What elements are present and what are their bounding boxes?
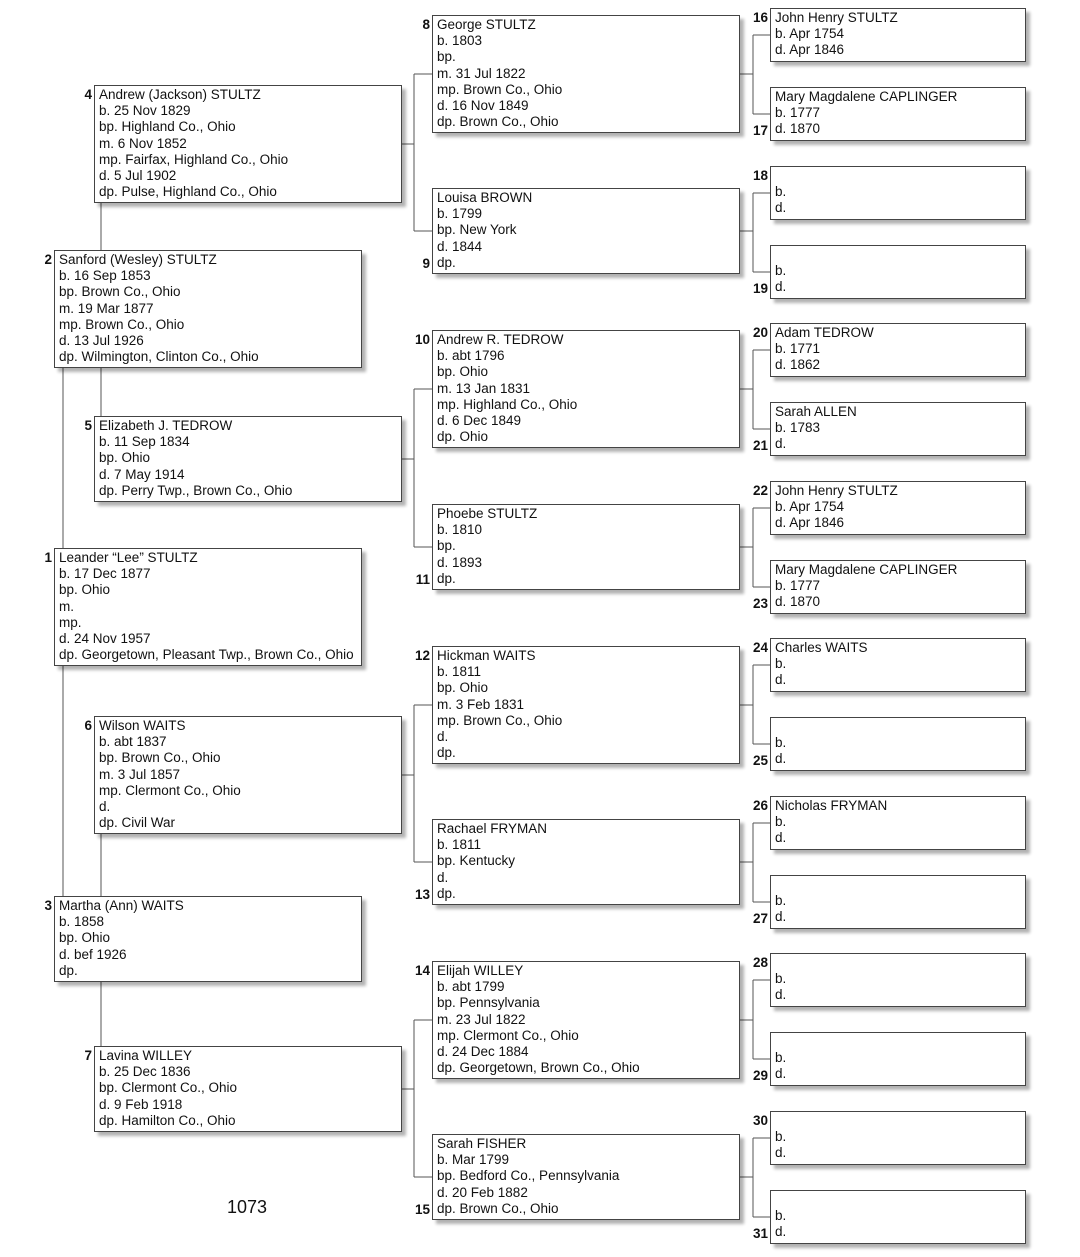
person-fact: dp. Georgetown, Pleasant Twp., Brown Co., Ohio xyxy=(59,647,354,663)
person-details xyxy=(775,483,898,532)
person-fact: m. 31 Jul 1822 xyxy=(437,65,526,81)
person-fact: d. 1870 xyxy=(775,121,821,137)
person-fact: b. abt 1799 xyxy=(437,979,505,995)
person-fact: dp. Brown Co., Ohio xyxy=(437,1200,559,1216)
person-details xyxy=(775,1192,786,1241)
person-details xyxy=(775,247,786,296)
person-number: 12 xyxy=(414,648,430,663)
person-fact: b. 16 Sep 1853 xyxy=(59,268,151,284)
person-name xyxy=(775,1034,786,1050)
person-details xyxy=(99,718,241,831)
person-details xyxy=(437,963,640,1076)
person-fact: b. 1811 xyxy=(437,837,482,853)
person-box-16 xyxy=(770,8,1026,62)
person-fact: d. xyxy=(775,1145,787,1161)
person-fact: bp. Ohio xyxy=(59,582,111,598)
person-number: 3 xyxy=(44,898,52,913)
person-fact: b. Apr 1754 xyxy=(775,26,845,42)
person-fact: b. xyxy=(775,263,787,279)
person-fact: b. xyxy=(775,656,787,672)
person-fact: bp. Ohio xyxy=(437,364,489,380)
person-name: Rachael FRYMAN xyxy=(437,821,548,836)
person-box-26 xyxy=(770,796,1026,850)
person-fact: dp. Brown Co., Ohio xyxy=(437,114,559,130)
person-details xyxy=(99,418,292,499)
person-name: Charles WAITS xyxy=(775,640,868,655)
person-box-12 xyxy=(432,646,740,764)
person-fact: d. xyxy=(437,869,449,885)
person-fact: m. 23 Jul 1822 xyxy=(437,1011,526,1027)
person-fact: dp. xyxy=(437,885,456,901)
person-fact: d. xyxy=(775,200,787,216)
person-name: George STULTZ xyxy=(437,17,536,32)
person-details xyxy=(59,550,354,663)
person-fact: m. xyxy=(59,598,74,614)
person-fact: b. 1799 xyxy=(437,206,483,222)
person-fact: d. 5 Jul 1902 xyxy=(99,168,177,184)
person-fact: dp. Perry Twp., Brown Co., Ohio xyxy=(99,482,293,498)
person-fact: d. 16 Nov 1849 xyxy=(437,98,529,114)
person-fact: b. Mar 1799 xyxy=(437,1152,510,1168)
person-fact: bp. Pennsylvania xyxy=(437,995,540,1011)
person-fact: mp. Clermont Co., Ohio xyxy=(99,782,241,798)
person-fact: d. Apr 1846 xyxy=(775,42,845,58)
person-box-14 xyxy=(432,961,740,1079)
person-box-25 xyxy=(770,717,1026,771)
person-number: 19 xyxy=(752,281,768,296)
person-box-30 xyxy=(770,1111,1026,1165)
person-fact: bp. xyxy=(437,538,456,554)
person-box-18 xyxy=(770,166,1026,220)
person-fact: d. xyxy=(775,987,787,1003)
person-number: 28 xyxy=(752,955,768,970)
person-fact: b. abt 1796 xyxy=(437,348,505,364)
person-fact: mp. Brown Co., Ohio xyxy=(59,316,185,332)
person-name xyxy=(775,168,786,184)
person-fact: bp. Highland Co., Ohio xyxy=(99,119,236,135)
person-details xyxy=(437,17,562,130)
person-fact: b. xyxy=(775,971,787,987)
person-number: 8 xyxy=(422,17,430,32)
person-fact: m. 3 Jul 1857 xyxy=(99,766,181,782)
person-name: Mary Magdalene CAPLINGER xyxy=(775,562,958,577)
person-name: Sarah ALLEN xyxy=(775,404,857,419)
person-name: Andrew (Jackson) STULTZ xyxy=(99,87,261,102)
person-box-13 xyxy=(432,819,740,905)
person-details xyxy=(99,87,288,200)
person-box-19 xyxy=(770,245,1026,299)
person-fact: b. 17 Dec 1877 xyxy=(59,566,151,582)
person-details xyxy=(437,648,562,761)
person-box-27 xyxy=(770,875,1026,929)
person-fact: b. 1811 xyxy=(437,664,482,680)
person-fact: m. 13 Jan 1831 xyxy=(437,380,531,396)
person-name: Elijah WILLEY xyxy=(437,963,524,978)
person-fact: m. 6 Nov 1852 xyxy=(99,135,187,151)
person-fact: m. 19 Mar 1877 xyxy=(59,300,154,316)
person-fact: dp. Georgetown, Brown Co., Ohio xyxy=(437,1060,640,1076)
person-box-17 xyxy=(770,87,1026,141)
person-box-4 xyxy=(94,85,402,203)
person-fact: b. 25 Dec 1836 xyxy=(99,1064,191,1080)
person-details xyxy=(775,168,786,217)
person-number: 31 xyxy=(752,1226,768,1241)
person-fact: dp. Civil War xyxy=(99,815,176,831)
person-details xyxy=(775,1113,786,1162)
person-fact: d. 9 Feb 1918 xyxy=(99,1096,183,1112)
person-fact: d. xyxy=(99,799,111,815)
person-box-7 xyxy=(94,1046,402,1132)
person-name: Wilson WAITS xyxy=(99,718,186,733)
person-fact: d. xyxy=(437,729,449,745)
person-number: 14 xyxy=(414,963,430,978)
person-fact: b. 1777 xyxy=(775,105,821,121)
person-number: 20 xyxy=(752,325,768,340)
person-fact: bp. Ohio xyxy=(59,930,111,946)
person-fact: d. 1844 xyxy=(437,238,483,254)
person-fact: mp. Brown Co., Ohio xyxy=(437,712,563,728)
person-details xyxy=(775,798,887,847)
person-fact: d. xyxy=(775,279,787,295)
person-box-28 xyxy=(770,953,1026,1007)
person-name: Elizabeth J. TEDROW xyxy=(99,418,233,433)
person-fact: dp. xyxy=(437,254,456,270)
person-details xyxy=(775,89,957,138)
person-details xyxy=(775,1034,786,1083)
person-number: 10 xyxy=(414,332,430,347)
person-name: Phoebe STULTZ xyxy=(437,506,538,521)
person-fact: d. 24 Nov 1957 xyxy=(59,631,151,647)
person-fact: mp. Highland Co., Ohio xyxy=(437,396,578,412)
person-fact: dp. xyxy=(59,962,78,978)
person-box-6 xyxy=(94,716,402,834)
person-box-2 xyxy=(54,250,362,368)
person-fact: d. 6 Dec 1849 xyxy=(437,413,522,429)
person-name: Leander “Lee” STULTZ xyxy=(59,550,198,565)
person-details xyxy=(775,955,786,1004)
person-name: Lavina WILLEY xyxy=(99,1048,193,1063)
person-name: John Henry STULTZ xyxy=(775,10,898,25)
person-name xyxy=(775,1192,786,1208)
person-number: 29 xyxy=(752,1068,768,1083)
person-number: 9 xyxy=(422,256,430,271)
person-number: 1 xyxy=(44,550,52,565)
person-box-23 xyxy=(770,560,1026,614)
person-details xyxy=(437,332,577,445)
person-fact: dp. Pulse, Highland Co., Ohio xyxy=(99,184,277,200)
person-fact: d. 1862 xyxy=(775,357,821,373)
person-fact: dp. Hamilton Co., Ohio xyxy=(99,1112,236,1128)
person-box-9 xyxy=(432,188,740,274)
person-fact: b. xyxy=(775,184,787,200)
person-name xyxy=(775,247,786,263)
person-fact: bp. Brown Co., Ohio xyxy=(59,284,181,300)
person-number: 13 xyxy=(414,887,430,902)
person-number: 30 xyxy=(752,1113,768,1128)
person-name: Sarah FISHER xyxy=(437,1136,527,1151)
person-fact: d. 1870 xyxy=(775,594,821,610)
person-name: Hickman WAITS xyxy=(437,648,536,663)
person-box-5 xyxy=(94,416,402,502)
person-fact: d. xyxy=(775,672,787,688)
person-fact: mp. Brown Co., Ohio xyxy=(437,81,563,97)
person-box-22 xyxy=(770,481,1026,535)
person-number: 27 xyxy=(752,911,768,926)
person-fact: bp. xyxy=(437,49,456,65)
person-fact: d. xyxy=(775,909,787,925)
person-fact: d. 7 May 1914 xyxy=(99,466,185,482)
person-fact: mp. Clermont Co., Ohio xyxy=(437,1027,579,1043)
person-number: 26 xyxy=(752,798,768,813)
person-fact: b. abt 1837 xyxy=(99,734,167,750)
person-details xyxy=(437,821,547,902)
person-name: John Henry STULTZ xyxy=(775,483,898,498)
person-fact: d. xyxy=(775,436,787,452)
person-number: 15 xyxy=(414,1202,430,1217)
person-name xyxy=(775,1113,786,1129)
person-box-1 xyxy=(54,548,362,666)
person-box-24 xyxy=(770,638,1026,692)
person-details xyxy=(59,252,259,365)
page-number: 1073 xyxy=(227,1197,268,1217)
person-box-21 xyxy=(770,402,1026,456)
person-details xyxy=(437,190,532,271)
person-fact: dp. xyxy=(437,570,456,586)
person-fact: d. 13 Jul 1926 xyxy=(59,333,144,349)
person-fact: m. 3 Feb 1831 xyxy=(437,696,525,712)
person-number: 18 xyxy=(752,168,768,183)
person-details xyxy=(775,325,874,374)
person-fact: b. 1858 xyxy=(59,914,105,930)
person-fact: d. bef 1926 xyxy=(59,946,127,962)
person-fact: b. xyxy=(775,1129,787,1145)
person-box-29 xyxy=(770,1032,1026,1086)
person-fact: d. xyxy=(775,751,787,767)
person-fact: b. 1783 xyxy=(775,420,821,436)
person-number: 21 xyxy=(752,438,768,453)
person-number: 2 xyxy=(44,252,52,267)
person-fact: b. 11 Sep 1834 xyxy=(99,434,190,450)
person-number: 11 xyxy=(415,572,430,587)
person-box-8 xyxy=(432,15,740,133)
person-fact: bp. Ohio xyxy=(99,450,151,466)
person-fact: b. 1771 xyxy=(775,341,821,357)
person-number: 17 xyxy=(752,123,768,138)
person-number: 25 xyxy=(752,753,768,768)
person-details xyxy=(775,877,786,926)
person-fact: mp. xyxy=(59,614,82,630)
person-name: Andrew R. TEDROW xyxy=(437,332,564,347)
person-box-15 xyxy=(432,1134,740,1220)
person-fact: bp. Brown Co., Ohio xyxy=(99,750,221,766)
person-fact: dp. Ohio xyxy=(437,429,489,445)
person-fact: mp. Fairfax, Highland Co., Ohio xyxy=(99,151,289,167)
person-fact: bp. New York xyxy=(437,222,517,238)
person-name xyxy=(775,877,786,893)
person-name xyxy=(775,955,786,971)
person-name xyxy=(775,719,786,735)
person-box-31 xyxy=(770,1190,1026,1244)
person-fact: d. xyxy=(775,1066,787,1082)
person-box-10 xyxy=(432,330,740,448)
person-name: Louisa BROWN xyxy=(437,190,533,205)
person-fact: bp. Ohio xyxy=(437,680,489,696)
person-number: 4 xyxy=(84,87,92,102)
person-fact: d. xyxy=(775,830,787,846)
person-box-11 xyxy=(432,504,740,590)
person-fact: dp. xyxy=(437,745,456,761)
person-fact: d. Apr 1846 xyxy=(775,515,845,531)
person-fact: d. 1893 xyxy=(437,554,483,570)
person-details xyxy=(775,562,957,611)
person-name: Nicholas FRYMAN xyxy=(775,798,888,813)
person-details xyxy=(59,898,184,979)
person-box-20 xyxy=(770,323,1026,377)
person-fact: bp. Bedford Co., Pennsylvania xyxy=(437,1168,620,1184)
person-fact: b. 1803 xyxy=(437,33,483,49)
person-fact: b. xyxy=(775,893,787,909)
person-fact: b. 1810 xyxy=(437,522,483,538)
person-fact: bp. Kentucky xyxy=(437,853,516,869)
person-name: Adam TEDROW xyxy=(775,325,874,340)
person-fact: b. Apr 1754 xyxy=(775,499,845,515)
person-fact: b. xyxy=(775,735,787,751)
person-fact: d. 24 Dec 1884 xyxy=(437,1044,529,1060)
person-number: 16 xyxy=(752,10,768,25)
person-number: 24 xyxy=(752,640,768,655)
person-details xyxy=(775,719,786,768)
person-number: 23 xyxy=(752,596,768,611)
person-name: Mary Magdalene CAPLINGER xyxy=(775,89,958,104)
person-number: 22 xyxy=(752,483,768,498)
person-fact: b. xyxy=(775,814,787,830)
person-fact: b. 1777 xyxy=(775,578,821,594)
person-fact: d. xyxy=(775,1224,787,1240)
person-number: 7 xyxy=(84,1048,92,1063)
person-details xyxy=(775,640,868,689)
person-name: Martha (Ann) WAITS xyxy=(59,898,184,913)
person-fact: dp. Wilmington, Clinton Co., Ohio xyxy=(59,349,259,365)
person-details xyxy=(775,404,857,453)
person-number: 5 xyxy=(84,418,92,433)
person-fact: b. 25 Nov 1829 xyxy=(99,103,191,119)
person-details xyxy=(437,506,537,587)
person-box-3 xyxy=(54,896,362,982)
person-name: Sanford (Wesley) STULTZ xyxy=(59,252,217,267)
person-number: 6 xyxy=(84,718,92,733)
person-fact: b. xyxy=(775,1208,787,1224)
person-details xyxy=(437,1136,619,1217)
person-details xyxy=(99,1048,237,1129)
person-fact: d. 20 Feb 1882 xyxy=(437,1184,528,1200)
person-fact: bp. Clermont Co., Ohio xyxy=(99,1080,238,1096)
person-fact: b. xyxy=(775,1050,787,1066)
person-details xyxy=(775,10,898,59)
